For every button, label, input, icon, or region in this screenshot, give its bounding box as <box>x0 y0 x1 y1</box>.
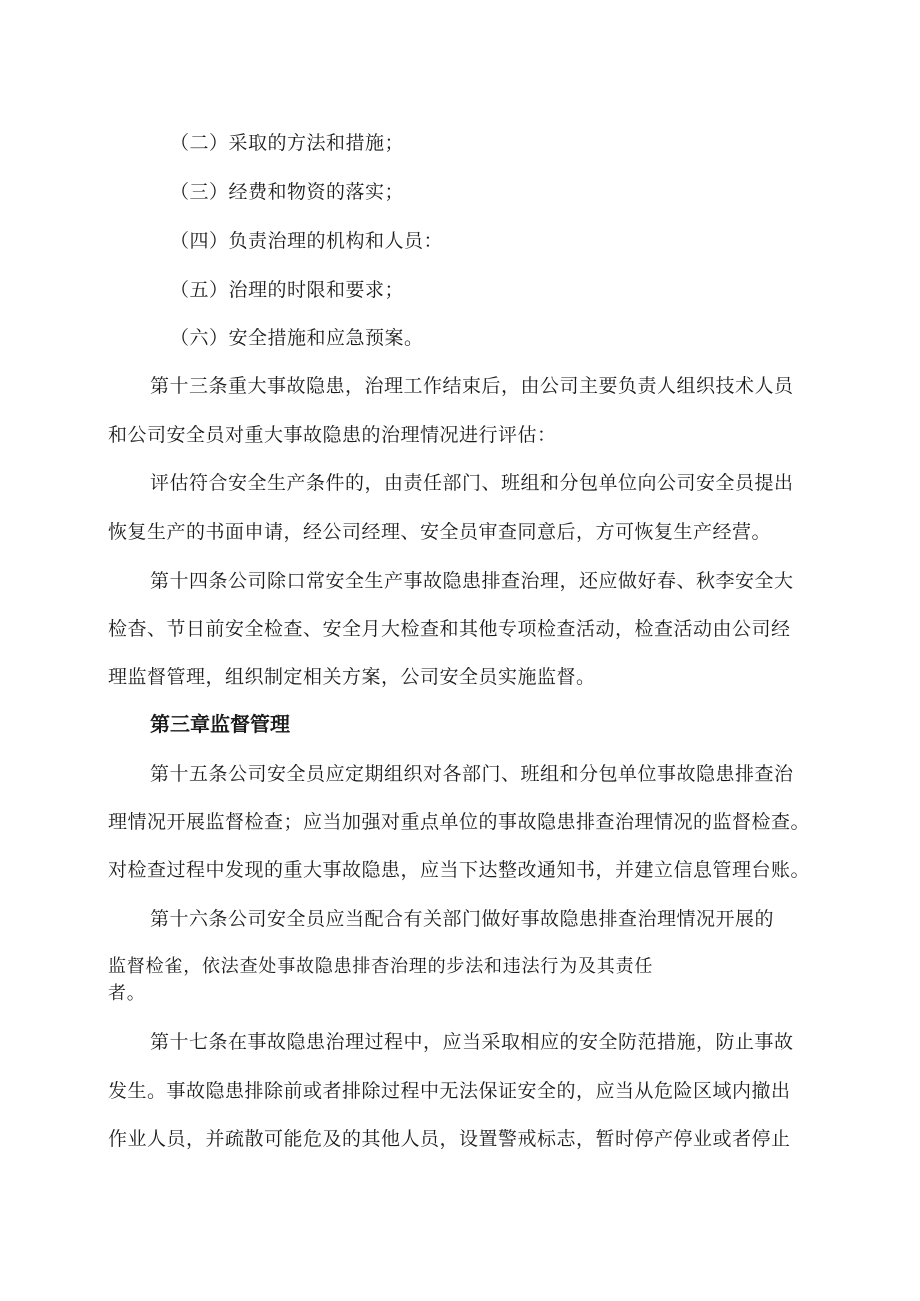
assessment-line-2: 恢复生产的书面申请，经公司经理、安全员审查同意后，方可恢复生产经营。 <box>108 521 772 543</box>
article-14-line-2: 检杳、节日前安全检查、安全月大检查和其他专项检查活动，检查活动由公司经 <box>108 618 791 640</box>
item-5: （五）治理的时限和要求； <box>170 279 405 301</box>
article-16-line-2: 监督检雀，依法查处事故隐患排杳治理的步法和违法行为及其责任 <box>108 956 654 977</box>
article-17-line-1: 第十七条在事故隐患治理过程中，应当采取相应的安全防范措施，防止事故 <box>150 1031 794 1053</box>
article-15-line-2: 理情况开展监督检查；应当加强对重点单位的事故隐患排查治理情况的监督检查。 <box>108 811 811 833</box>
article-13-line-2: 和公司安全员对重大事故隐患的治理情况进行评估： <box>108 424 557 446</box>
article-14-line-3: 理监督管理，组织制定相关方案，公司安全员实施监督。 <box>108 666 596 688</box>
article-15-line-1: 第十五条公司安全员应定期组织对各部门、班组和分包单位事故隐患排查治 <box>150 763 794 785</box>
article-13-line-1: 第十三条重大事故隐患，治理工作结束后，由公司主要负责人组织技术人员 <box>150 375 794 397</box>
assessment-line-1: 评估符合安全生产条件的，由责任部门、班组和分包单位向公司安全员提出 <box>150 472 794 494</box>
item-4: （四）负责治理的机构和人员： <box>170 230 444 252</box>
item-6: （六）安全措施和应急预案。 <box>170 327 424 349</box>
item-2: （二）采取的方法和措施； <box>170 132 405 154</box>
article-17-line-3: 作业人员，并疏散可能危及的其他人员，设置警戒标志，暂时停产停业或者停止 <box>108 1128 791 1150</box>
article-16-line-1: 第十六条公司安全员应当配合有关部门做好事故隐患排查治理情况开展的 <box>150 908 775 930</box>
article-16-line-3: 者。 <box>108 983 146 1004</box>
article-15-line-3: 对检查过程中发现的重大事故隐患，应当下达整改通知书，并建立信息管理台账。 <box>108 859 811 881</box>
item-3: （三）经费和物资的落实； <box>170 181 405 203</box>
article-14-line-1: 第十四条公司除口常安全生产事故隐患排查治理，还应做好春、秋李安全大 <box>150 570 794 592</box>
chapter-heading: 第三章监督管理 <box>150 712 290 736</box>
article-17-line-2: 发生。事故隐患排除前或者排除过程中无法保证安全的，应当从危险区域内撤出 <box>108 1080 791 1102</box>
